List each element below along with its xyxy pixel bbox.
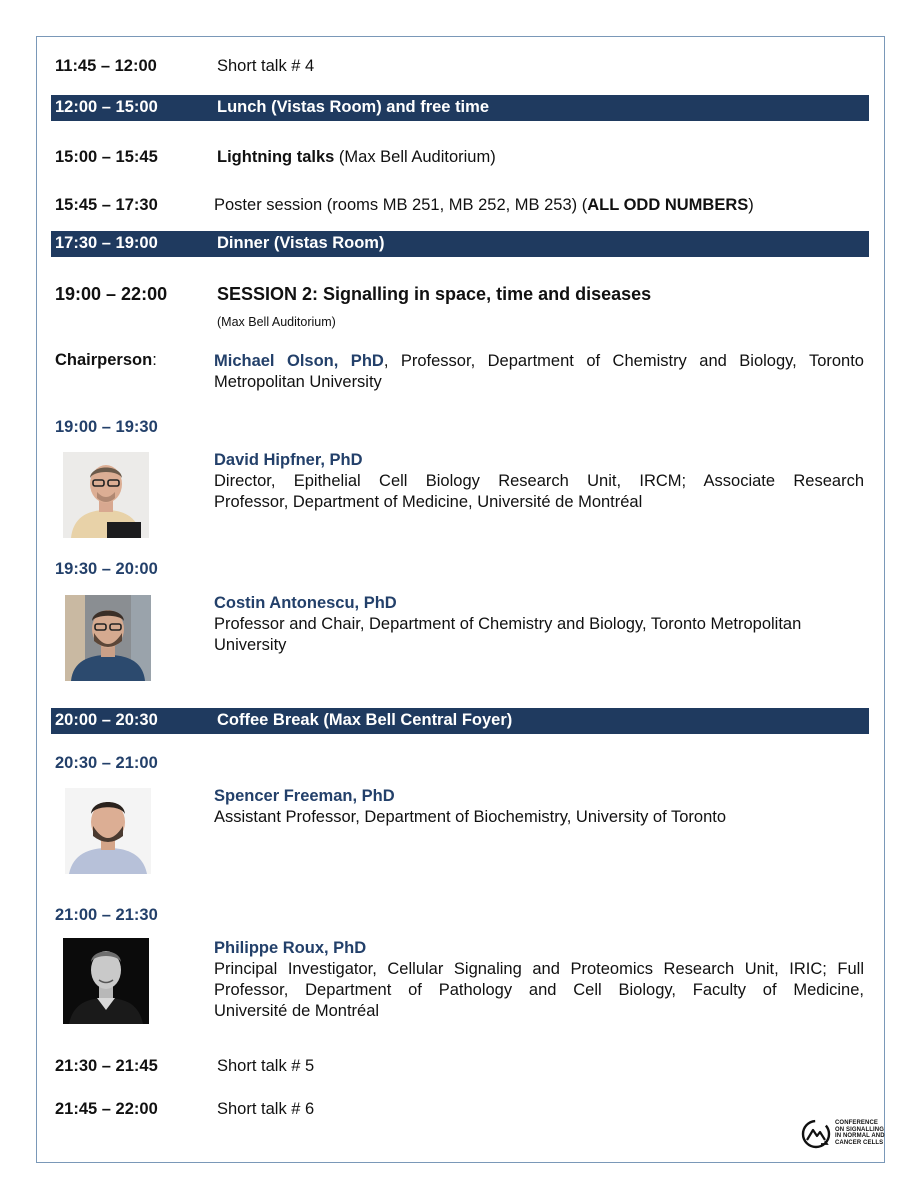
chair-details: Michael Olson, PhD, Professor, Department of Chemistry and Biology, Toronto Metropolitan University xyxy=(214,352,864,391)
dinner-bar xyxy=(51,231,869,257)
coffee-bar xyxy=(51,708,869,734)
title-short-talk-4: Short talk # 4 xyxy=(217,57,315,75)
speaker-1-name: David Hipfner, PhD xyxy=(214,451,363,469)
speaker-photo-antonescu xyxy=(65,595,151,681)
lunch-bar xyxy=(51,95,869,121)
chair-label: Chairperson: xyxy=(55,351,157,369)
time-session2: 19:00 – 22:00 xyxy=(55,284,168,304)
speaker-1-details: David Hipfner, PhD Director, Epithelial Cell Biology Research Unit, IRCM; Associate Research Professor, Department of Medicine, Université de Montréal xyxy=(214,451,864,511)
conference-logo-text: CONFERENCE ON SIGNALLING IN NORMAL AND CANCER CELLS xyxy=(835,1120,885,1146)
conference-logo-icon xyxy=(800,1118,832,1150)
time-short-talk-4: 11:45 – 12:00 xyxy=(55,57,157,75)
title-dinner: Dinner (Vistas Room) xyxy=(217,234,385,252)
speaker-photo-freeman xyxy=(65,788,151,874)
time-speaker-2: 19:30 – 20:00 xyxy=(55,560,158,578)
title-session2: SESSION 2: Signalling in space, time and diseases xyxy=(217,284,652,304)
time-short-talk-5: 21:30 – 21:45 xyxy=(55,1057,158,1075)
speaker-photo-roux xyxy=(63,938,149,1024)
speaker-photo-hipfner xyxy=(63,452,149,538)
speaker-3-name: Spencer Freeman, PhD xyxy=(214,787,395,805)
speaker-2-details: Costin Antonescu, PhD Professor and Chair, Department of Chemistry and Biology, Toronto Metropolitan University xyxy=(214,593,864,656)
speaker-4-name: Philippe Roux, PhD xyxy=(214,939,367,957)
time-lunch: 12:00 – 15:00 xyxy=(55,98,158,116)
chair-name: Michael Olson, PhD xyxy=(214,352,384,370)
title-poster: Poster session (rooms MB 251, MB 252, MB 253) (ALL ODD NUMBERS) xyxy=(214,196,754,214)
time-short-talk-6: 21:45 – 22:00 xyxy=(55,1100,158,1118)
speaker-2-name: Costin Antonescu, PhD xyxy=(214,594,397,612)
time-speaker-1: 19:00 – 19:30 xyxy=(55,418,158,436)
speaker-4-details: Philippe Roux, PhD Principal Investigator, Cellular Signaling and Proteomics Research Unit, IRIC; Full Professor, Department of Pathology and Cell Biology, Faculty of Medicine, Université de Montréal xyxy=(214,939,864,1020)
venue-session2: (Max Bell Auditorium) xyxy=(217,315,336,329)
title-short-talk-5: Short talk # 5 xyxy=(217,1057,315,1075)
title-coffee: Coffee Break (Max Bell Central Foyer) xyxy=(217,711,513,729)
speaker-3-details: Spencer Freeman, PhD Assistant Professor, Department of Biochemistry, University of Toronto xyxy=(214,786,864,828)
title-short-talk-6: Short talk # 6 xyxy=(217,1100,315,1118)
time-dinner: 17:30 – 19:00 xyxy=(55,234,158,252)
time-coffee: 20:00 – 20:30 xyxy=(55,711,158,729)
title-lunch: Lunch (Vistas Room) and free time xyxy=(217,98,489,116)
time-speaker-4: 21:00 – 21:30 xyxy=(55,906,158,924)
time-lightning: 15:00 – 15:45 xyxy=(55,148,158,166)
time-speaker-3: 20:30 – 21:00 xyxy=(55,754,158,772)
title-lightning: Lightning talks (Max Bell Auditorium) xyxy=(217,148,496,166)
time-poster: 15:45 – 17:30 xyxy=(55,196,158,214)
